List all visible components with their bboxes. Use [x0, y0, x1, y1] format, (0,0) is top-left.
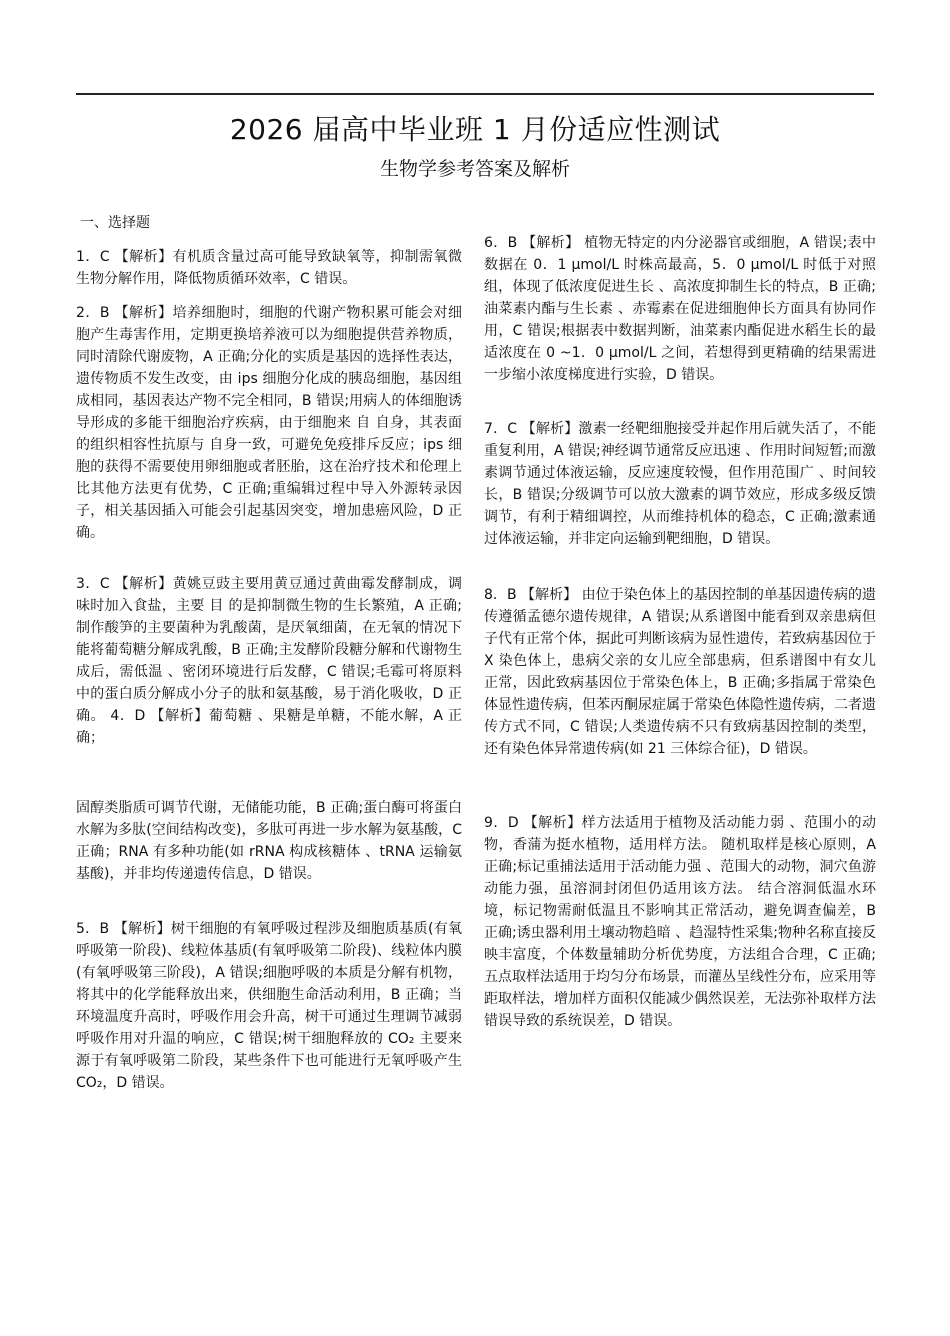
- section-heading: 一、选择题: [80, 215, 150, 231]
- answer-item-4-continued: 固醇类脂质可调节代谢，无储能功能，B 正确;蛋白酶可将蛋白水解为多肽(空间结构改变)，多肽可再进一步水解为氨基酸，C 正确；RNA 有多种功能(如 rRNA 构成核糖体 、tRNA 运输氨基酸)，并非均传递遗传信息，D 错误。: [76, 800, 462, 882]
- answer-item-8: 8．B 【解析】 由位于染色体上的基因控制的单基因遗传病的遗传遵循孟德尔遗传规律，A 错误;从系谱图中能看到双亲患病但子代有正常个体，据此可判断该病为显性遗传，若致病基因位于 X 染色体上，患病父亲的女儿应全部患病，但系谱图中有女儿正常，因此致病基因位于常染色体上，B 正确;多指属于常染色体显性遗传病，但苯丙酮尿症属于常染色体隐性遗传病，二者遗传方式不同，C 错误;人类遗传病不只有致病基因控制的类型，还有染色体异常遗传病(如 21 三体综合征)，D 错误。: [484, 587, 876, 757]
- page-subtitle: 生物学参考答案及解析: [379, 158, 570, 180]
- answer-item-6: 6．B 【解析】 植物无特定的内分泌器官或细胞，A 错误;表中数据在 0．1 μmol/L 时株高最高，5．0 μmol/L 时低于对照组，体现了低浓度促进生长 、高浓度抑制生长的特点，B 正确;油菜素内酯与生长素 、赤霉素在促进细胞伸长方面具有协同作用，C 错误;根据表中数据判断，油菜素内酯促进水稻生长的最适浓度在 0 ~1．0 μmol/L 之间，若想得到更精确的结果需进 一步缩小浓度梯度进行实验，D 错误。: [484, 235, 876, 383]
- answer-item-9: 9．D 【解析】样方法适用于植物及活动能力弱 、范围小的动物，香蒲为挺水植物，适用样方法。 随机取样是核心原则，A 正确;标记重捕法适用于活动能力强 、范围大的动物，洞穴鱼游动能力强，虽溶洞封闭但仍适用该方法。 结合溶洞低温水环境，标记物需耐低温且不影响其正常活动，避免调查偏差，B 正确;诱虫器利用土壤动物趋暗 、趋湿特性采集;物种名称直接反映丰富度，个体数量辅助分析优势度，方法组合合理，C 正确;五点取样法适用于均匀分布场景，而灌丛呈线性分布，应采用等距取样法，增加样方面积仅能减少偶然误差，无法弥补取样方法错误导致的系统误差，D 错误。: [484, 815, 876, 1029]
- page-title: 2026 届高中毕业班 1 月份适应性测试: [229, 113, 721, 146]
- answer-item-5: 5．B 【解析】树干细胞的有氧呼吸过程涉及细胞质基质(有氧呼吸第一阶段)、线粒体基质(有氧呼吸第二阶段)、线粒体内膜(有氧呼吸第三阶段)，A 错误;细胞呼吸的本质是分解有机物，将其中的化学能释放出来，供细胞生命活动利用，B 正确；当环境温度升高时，呼吸作用会升高，树干可通过生理调节减弱呼吸作用对升温的响应，C 错误;树干细胞释放的 CO₂ 主要来源于有氧呼吸第二阶段，某些条件下也可能进行无氧呼吸产生 CO₂，D 错误。: [76, 921, 462, 1091]
- top-rule-divider: [76, 93, 874, 95]
- answer-item-2: 2．B 【解析】培养细胞时，细胞的代谢产物积累可能会对细胞产生毒害作用，定期更换培养液可以为细胞提供营养物质，同时清除代谢废物，A 正确;分化的实质是基因的选择性表达，遗传物质不发生改变，由 ips 细胞分化成的胰岛细胞，基因组成相同，基因表达产物不完全相同，B 错误;用病人的体细胞诱导形成的多能干细胞治疗疾病，由于细胞来 自 自身，其表面的组织相容性抗原与 自身一致，可避免免疫排斥反应；ips 细胞的获得不需要使用卵细胞或者胚胎，这在治疗技术和伦理上比其他方法更有优势，C 正确;重编辑过程中导入外源转录因子，相关基因插入可能会引起基因突变，增加患癌风险，D 正确。: [76, 305, 462, 541]
- answer-item-3: 3．C 【解析】黄姚豆豉主要用黄豆通过黄曲霉发酵制成，调味时加入食盐，主要 目 的是抑制微生物的生长繁殖，A 正确;制作酸笋的主要菌种为乳酸菌，是厌氧细菌，在无氧的情况下能将葡萄糖分解成乳酸，B 正确;主发酵阶段糖分解和代谢物生成后，需低温 、密闭环境进行后发酵，C 错误;毛霉可将原料中的蛋白质分解成小分子的肽和氨基酸，易于消化吸收，D 正确。 4．D 【解析】葡萄糖 、果糖是单糖，不能水解，A 正确；: [76, 576, 462, 746]
- answer-item-1: 1．C 【解析】有机质含量过高可能导致缺氧等，抑制需氧微生物分解作用，降低物质循环效率，C 错误。: [76, 249, 462, 287]
- answer-item-7: 7．C 【解析】激素一经靶细胞接受并起作用后就失活了，不能重复利用，A 错误;神经调节通常反应迅速 、作用时间短暂;而激素调节通过体液运输，反应速度较慢，但作用范围广 、时间较长，B 错误;分级调节可以放大激素的调节效应，形成多级反馈调节，有利于精细调控，从而维持机体的稳态，C 正确;激素通过体液运输，并非定向运输到靶细胞，D 错误。: [484, 421, 876, 547]
